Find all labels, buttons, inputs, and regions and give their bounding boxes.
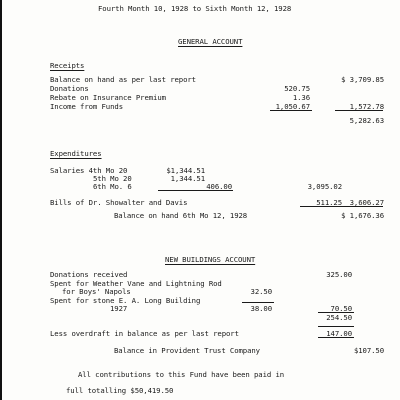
rebate-label: Rebate on Insurance Premium bbox=[50, 93, 166, 102]
salaries-label: Salaries 4th Mo 20 bbox=[50, 166, 128, 175]
income-underline bbox=[270, 110, 312, 111]
vane-value: 32.50 bbox=[250, 287, 272, 296]
period-header: Fourth Month 10, 1928 to Sixth Month 12, 1928 bbox=[98, 4, 292, 13]
donations-label: Donations bbox=[50, 84, 89, 93]
expenditures-total: 3,606.27 bbox=[349, 198, 384, 207]
buildings-donations-value: 325.00 bbox=[326, 270, 352, 279]
stone-label-continued: 1927 bbox=[110, 304, 128, 313]
receipts-heading: Receipts bbox=[50, 61, 85, 70]
subtotal-underline bbox=[335, 110, 383, 111]
general-balance-label: Balance on hand 6th Mo 12, 1928 bbox=[114, 211, 248, 220]
overdraft-value: 147.00 bbox=[326, 329, 352, 338]
general-balance-value: $ 1,676.36 bbox=[341, 211, 384, 220]
bills-label: Bills of Dr. Showalter and Davis bbox=[50, 198, 188, 207]
spent-total: 70.50 bbox=[330, 304, 352, 313]
buildings-account-title: NEW BUILDINGS ACCOUNT bbox=[165, 255, 256, 264]
remaining-underline bbox=[318, 326, 354, 327]
salaries-4th-value: $1,344.51 bbox=[166, 166, 205, 175]
expenditures-underline bbox=[335, 206, 383, 207]
buildings-remaining: 254.50 bbox=[326, 313, 352, 322]
bills-value: 511.25 bbox=[316, 198, 342, 207]
salaries-6th-value: 406.00 bbox=[206, 182, 232, 191]
income-value: 1,050.67 bbox=[275, 102, 310, 111]
overdraft-underline bbox=[318, 337, 354, 338]
stone-label: Spent for stone E. A. Long Building bbox=[50, 296, 201, 305]
footer-line-2: full totalling $50,419.50 bbox=[66, 386, 174, 395]
receipts-balance-value: $ 3,709.85 bbox=[341, 75, 384, 84]
stone-value: 38.00 bbox=[250, 304, 272, 313]
receipts-subtotal: 1,572.78 bbox=[349, 102, 384, 111]
vane-underline bbox=[242, 302, 274, 303]
buildings-balance-label: Balance in Provident Trust Company bbox=[114, 346, 260, 355]
salaries-5th-label: 5th Mo 20 bbox=[93, 174, 132, 183]
receipts-total: 5,282.63 bbox=[349, 116, 384, 125]
salaries-5th-value: 1,344.51 bbox=[170, 174, 205, 183]
salaries-underline bbox=[158, 190, 233, 191]
income-label: Income from Funds bbox=[50, 102, 123, 111]
salaries-6th-label: 6th Mo. 6 bbox=[93, 182, 132, 191]
overdraft-label: Less overdraft in balance as per last report bbox=[50, 329, 239, 338]
salaries-total: 3,095.02 bbox=[307, 182, 342, 191]
vane-label: Spent for Weather Vane and Lightning Rod bbox=[50, 279, 222, 288]
receipts-balance-label: Balance on hand as per last report bbox=[50, 75, 196, 84]
expenditures-heading: Expenditures bbox=[50, 149, 102, 158]
buildings-balance-value: $107.50 bbox=[353, 346, 384, 355]
buildings-donations-label: Donations received bbox=[50, 270, 128, 279]
page-edge-shadow bbox=[0, 0, 2, 400]
vane-label-continued: for Boys' Napols bbox=[62, 287, 131, 296]
rebate-value: 1.36 bbox=[292, 93, 310, 102]
footer-line-1: All contributions to this Fund have been paid in bbox=[78, 370, 285, 379]
general-account-title: GENERAL ACCOUNT bbox=[178, 37, 243, 46]
donations-value: 520.75 bbox=[284, 84, 310, 93]
